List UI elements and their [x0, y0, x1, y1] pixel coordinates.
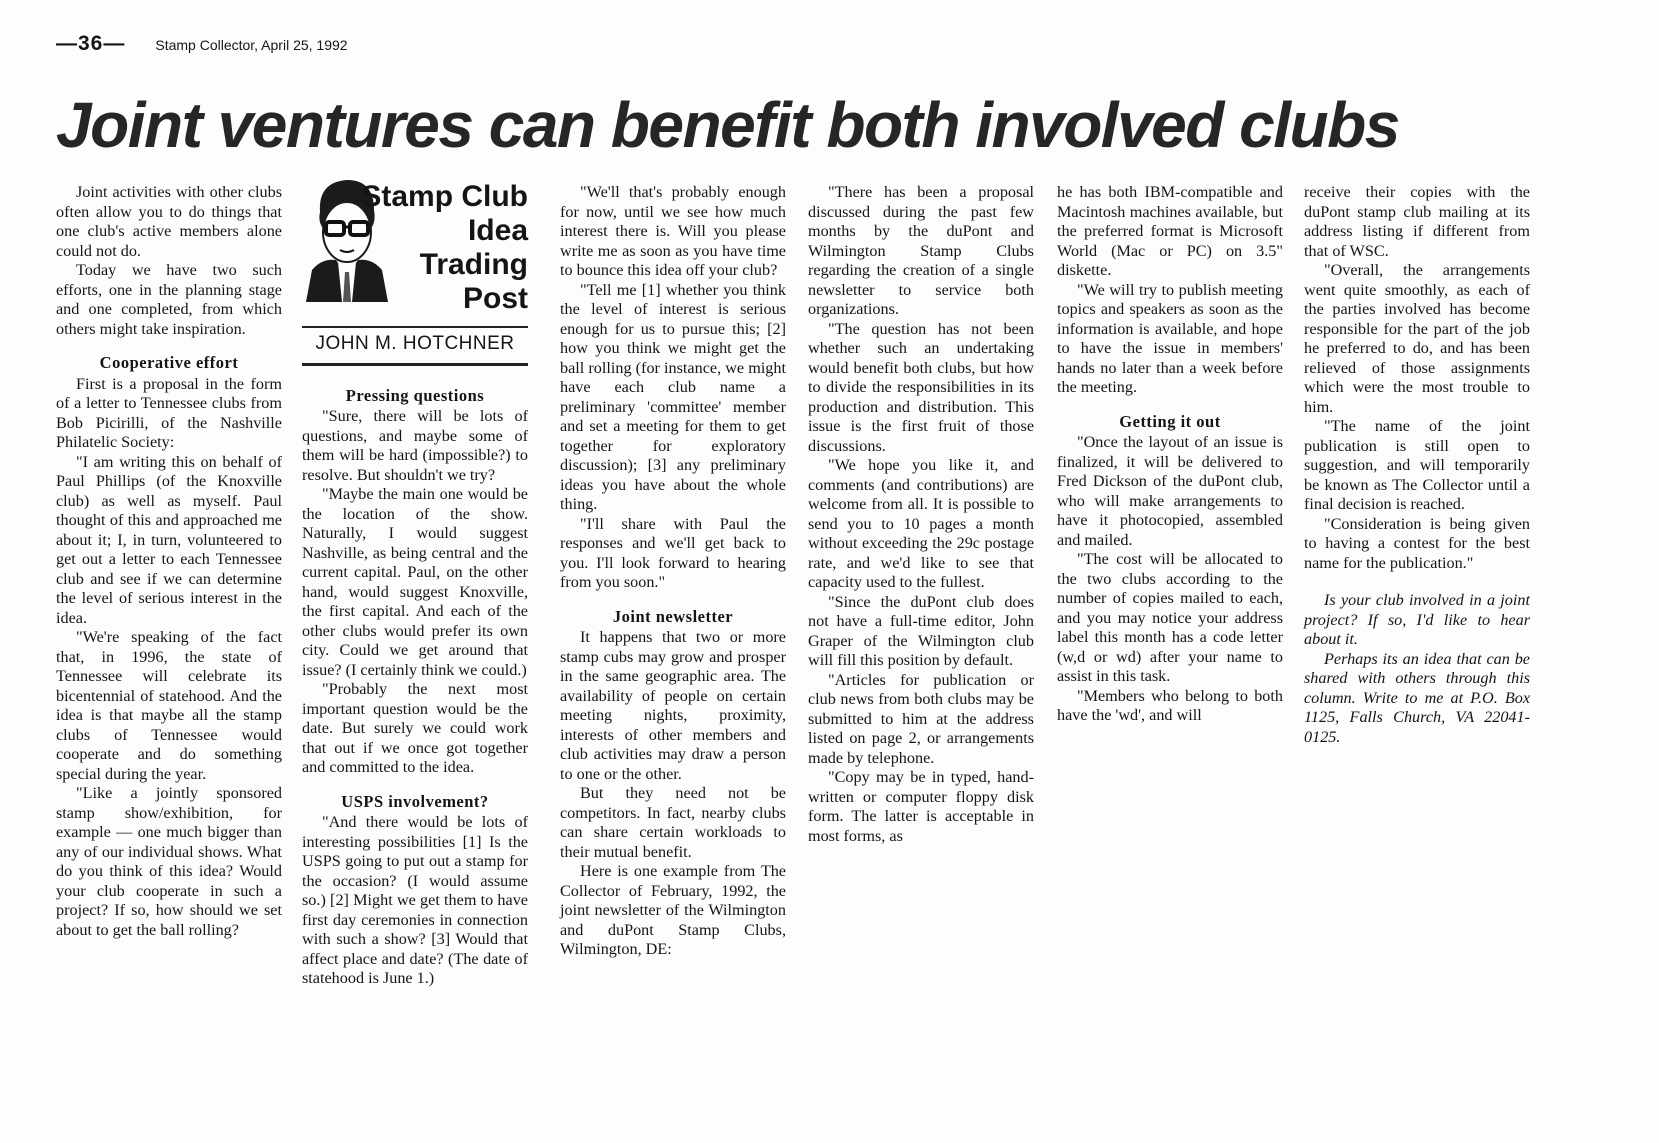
logo-line-3: Trading	[419, 248, 528, 281]
byline: JOHN M. HOTCHNER	[302, 326, 528, 366]
paragraph: "Probably the next most important question would be the date. But surely we could work that out if we once got together and committed to the idea.	[302, 680, 528, 776]
paragraph: "There has been a proposal discussed during the past few months by the duPont and Wilmington Stamp Clubs regarding the creation of a single newsletter to service both organizations.	[808, 183, 1034, 318]
article-column-1	[56, 183, 282, 940]
column-logo	[302, 168, 528, 318]
logo-line-4: Post	[462, 282, 528, 315]
paragraph: "Like a jointly sponsored stamp show/exhibition, for example — one much bigger than any of our individual shows. What do you think of this idea? Would your club cooperate in such a project? If so, how should we set about to get the ball rolling?	[56, 784, 282, 939]
paragraph: he has both IBM-compatible and Macintosh machines available, but the preferred format is Microsoft World (Mac or PC) on 3.5" diskette.	[1057, 183, 1283, 279]
author-note: Is your club involved in a joint project? If so, I'd like to hear about it.	[1304, 591, 1530, 648]
article-column-2	[302, 168, 528, 989]
spacer	[1304, 573, 1530, 591]
publication-line: Stamp Collector, April 25, 1992	[155, 37, 348, 53]
logo-line-1: Stamp Club	[361, 180, 528, 213]
paragraph: "Members who belong to both have the 'wd', and will	[1057, 686, 1283, 724]
author-note: Perhaps its an idea that can be shared with others through this column. Write to me at P.O. Box 1125, Falls Church, VA 22041-0125.	[1304, 649, 1530, 746]
article-column-3	[560, 183, 786, 960]
column-logo-title	[361, 180, 528, 316]
section-heading: Joint newsletter	[612, 606, 734, 626]
folio	[56, 32, 348, 56]
paragraph: Today we have two such efforts, one in the planning stage and one completed, from which others might take inspiration.	[56, 261, 282, 338]
paragraph: "Maybe the main one would be the location of the show. Naturally, I would suggest Nashville, as being central and the current capital. Paul, on the other hand, would suggest Knoxville, the first capital. And each of the other clubs would prefer its own city. Could we get around that issue? (I certainly think we could.)	[302, 485, 528, 679]
section-heading: Pressing questions	[345, 385, 485, 405]
paragraph: "We will try to publish meeting topics and speakers as soon as the information is available, and hope to have the issue in members' hands no later than a week before the meeting.	[1057, 280, 1283, 396]
paragraph: It happens that two or more stamp cubs may grow and prosper in the same geographic area. The availability of people on certain meeting nights, proximity, interests of other members and club activities may draw a person to one or the other.	[560, 628, 786, 783]
article-column-5	[1057, 183, 1283, 726]
paragraph: "I'll share with Paul the responses and we'll get back to you. I'll look forward to hearing from you soon."	[560, 514, 786, 591]
paragraph: "We're speaking of the fact that, in 1996, the state of Tennessee will celebrate its bicentennial of statehood. And the idea is that maybe all the stamp clubs of Tennessee would cooperate and do something special during the year.	[56, 628, 282, 783]
paragraph: receive their copies with the duPont stamp club mailing at its address listing if different from that of WSC.	[1304, 183, 1530, 260]
paragraph: "I am writing this on behalf of Paul Phillips (of the Knoxville club) as well as myself. Paul thought of this and approached me about it; I, in turn, volunteered to get out a letter to each Tennessee club and see if we can determine the level of serious interest in the idea.	[56, 452, 282, 627]
page-number: —36—	[56, 32, 126, 55]
headline: Joint ventures can benefit both involved clubs	[56, 89, 1399, 161]
article-column-6	[1304, 183, 1530, 747]
column-2-body	[302, 386, 528, 989]
section-heading: USPS involvement?	[341, 791, 489, 811]
logo-line-2: Idea	[467, 214, 528, 247]
paragraph: "Overall, the arrangements went quite smoothly, as each of the parties involved has become responsible for the part of the job he preferred to do, and has been relieved of those assignments which were the most trouble to him.	[1304, 261, 1530, 416]
section-heading: Getting it out	[1119, 411, 1221, 431]
paragraph: "Copy may be in typed, hand-written or computer floppy disk form. The latter is acceptable in most forms, as	[808, 768, 1034, 845]
paragraph: Joint activities with other clubs often allow you to do things that one club's active members alone could not do.	[56, 183, 282, 260]
article-column-4	[808, 183, 1034, 846]
paragraph: First is a proposal in the form of a letter to Tennessee clubs from Bob Picirilli, of the Nashville Philatelic Society:	[56, 374, 282, 451]
paragraph: "We'll that's probably enough for now, until we see how much interest there is. Will you please write me as soon as you have time to bounce this idea off your club?	[560, 183, 786, 279]
paragraph: "The name of the joint publication is still open to suggestion, and will temporarily be known as The Collector until a final decision is reached.	[1304, 417, 1530, 513]
paragraph: "Once the layout of an issue is finalized, it will be delivered to Fred Dickson of the duPont club, who will make arrangements to have it photocopied, assembled and mailed.	[1057, 433, 1283, 549]
paragraph: "Since the duPont club does not have a full-time editor, John Graper of the Wilmington club will fill this position by default.	[808, 592, 1034, 669]
paragraph: "Sure, there will be lots of questions, and maybe some of them will be hard (impossible?) to resolve. But shouldn't we try?	[302, 407, 528, 484]
paragraph: "Tell me [1] whether you think the level of interest is serious enough for us to pursue this; [2] how you think we might get the ball rolling (for instance, we might have each club name a preliminary 'committee' member and set a meeting for them to get together for exploratory discussion); [3] any preliminary ideas you have about the whole thing.	[560, 280, 786, 513]
paragraph: But they need not be competitors. In fact, nearby clubs can share certain workloads to their mutual benefit.	[560, 784, 786, 861]
paragraph: "The cost will be allocated to the two clubs according to the number of copies mailed to each, and you may notice your address label this month has a code letter (w,d or wd) after your name to assist in this task.	[1057, 550, 1283, 685]
paragraph: Here is one example from The Collector of February, 1992, the joint newsletter of the Wilmington and duPont Stamp Clubs, Wilmington, DE:	[560, 862, 786, 958]
paragraph: "We hope you like it, and comments (and contributions) are welcome from all. It is possible to send you to 10 pages a month without exceeding the 29c postage rate, and we'd like to see that capacity used to the fullest.	[808, 456, 1034, 591]
paragraph: "The question has not been whether such an undertaking would benefit both clubs, but how to divide the responsibilities in its production and distribution. This issue is the first fruit of those discussions.	[808, 319, 1034, 455]
paragraph: "Articles for publication or club news from both clubs may be submitted to him at the address listed on page 2, or arrangements made by telephone.	[808, 670, 1034, 767]
paragraph: "And there would be lots of interesting possibilities [1] Is the USPS going to put out a stamp for the occasion? (I would assume so.) [2] Might we get them to have first day ceremonies in connection with such a show? [3] Would that affect place and date? (The date of statehood is June 1.)	[302, 813, 528, 987]
paragraph: "Consideration is being given to having a contest for the best name for the publication."	[1304, 514, 1530, 572]
section-heading: Cooperative effort	[99, 353, 239, 372]
